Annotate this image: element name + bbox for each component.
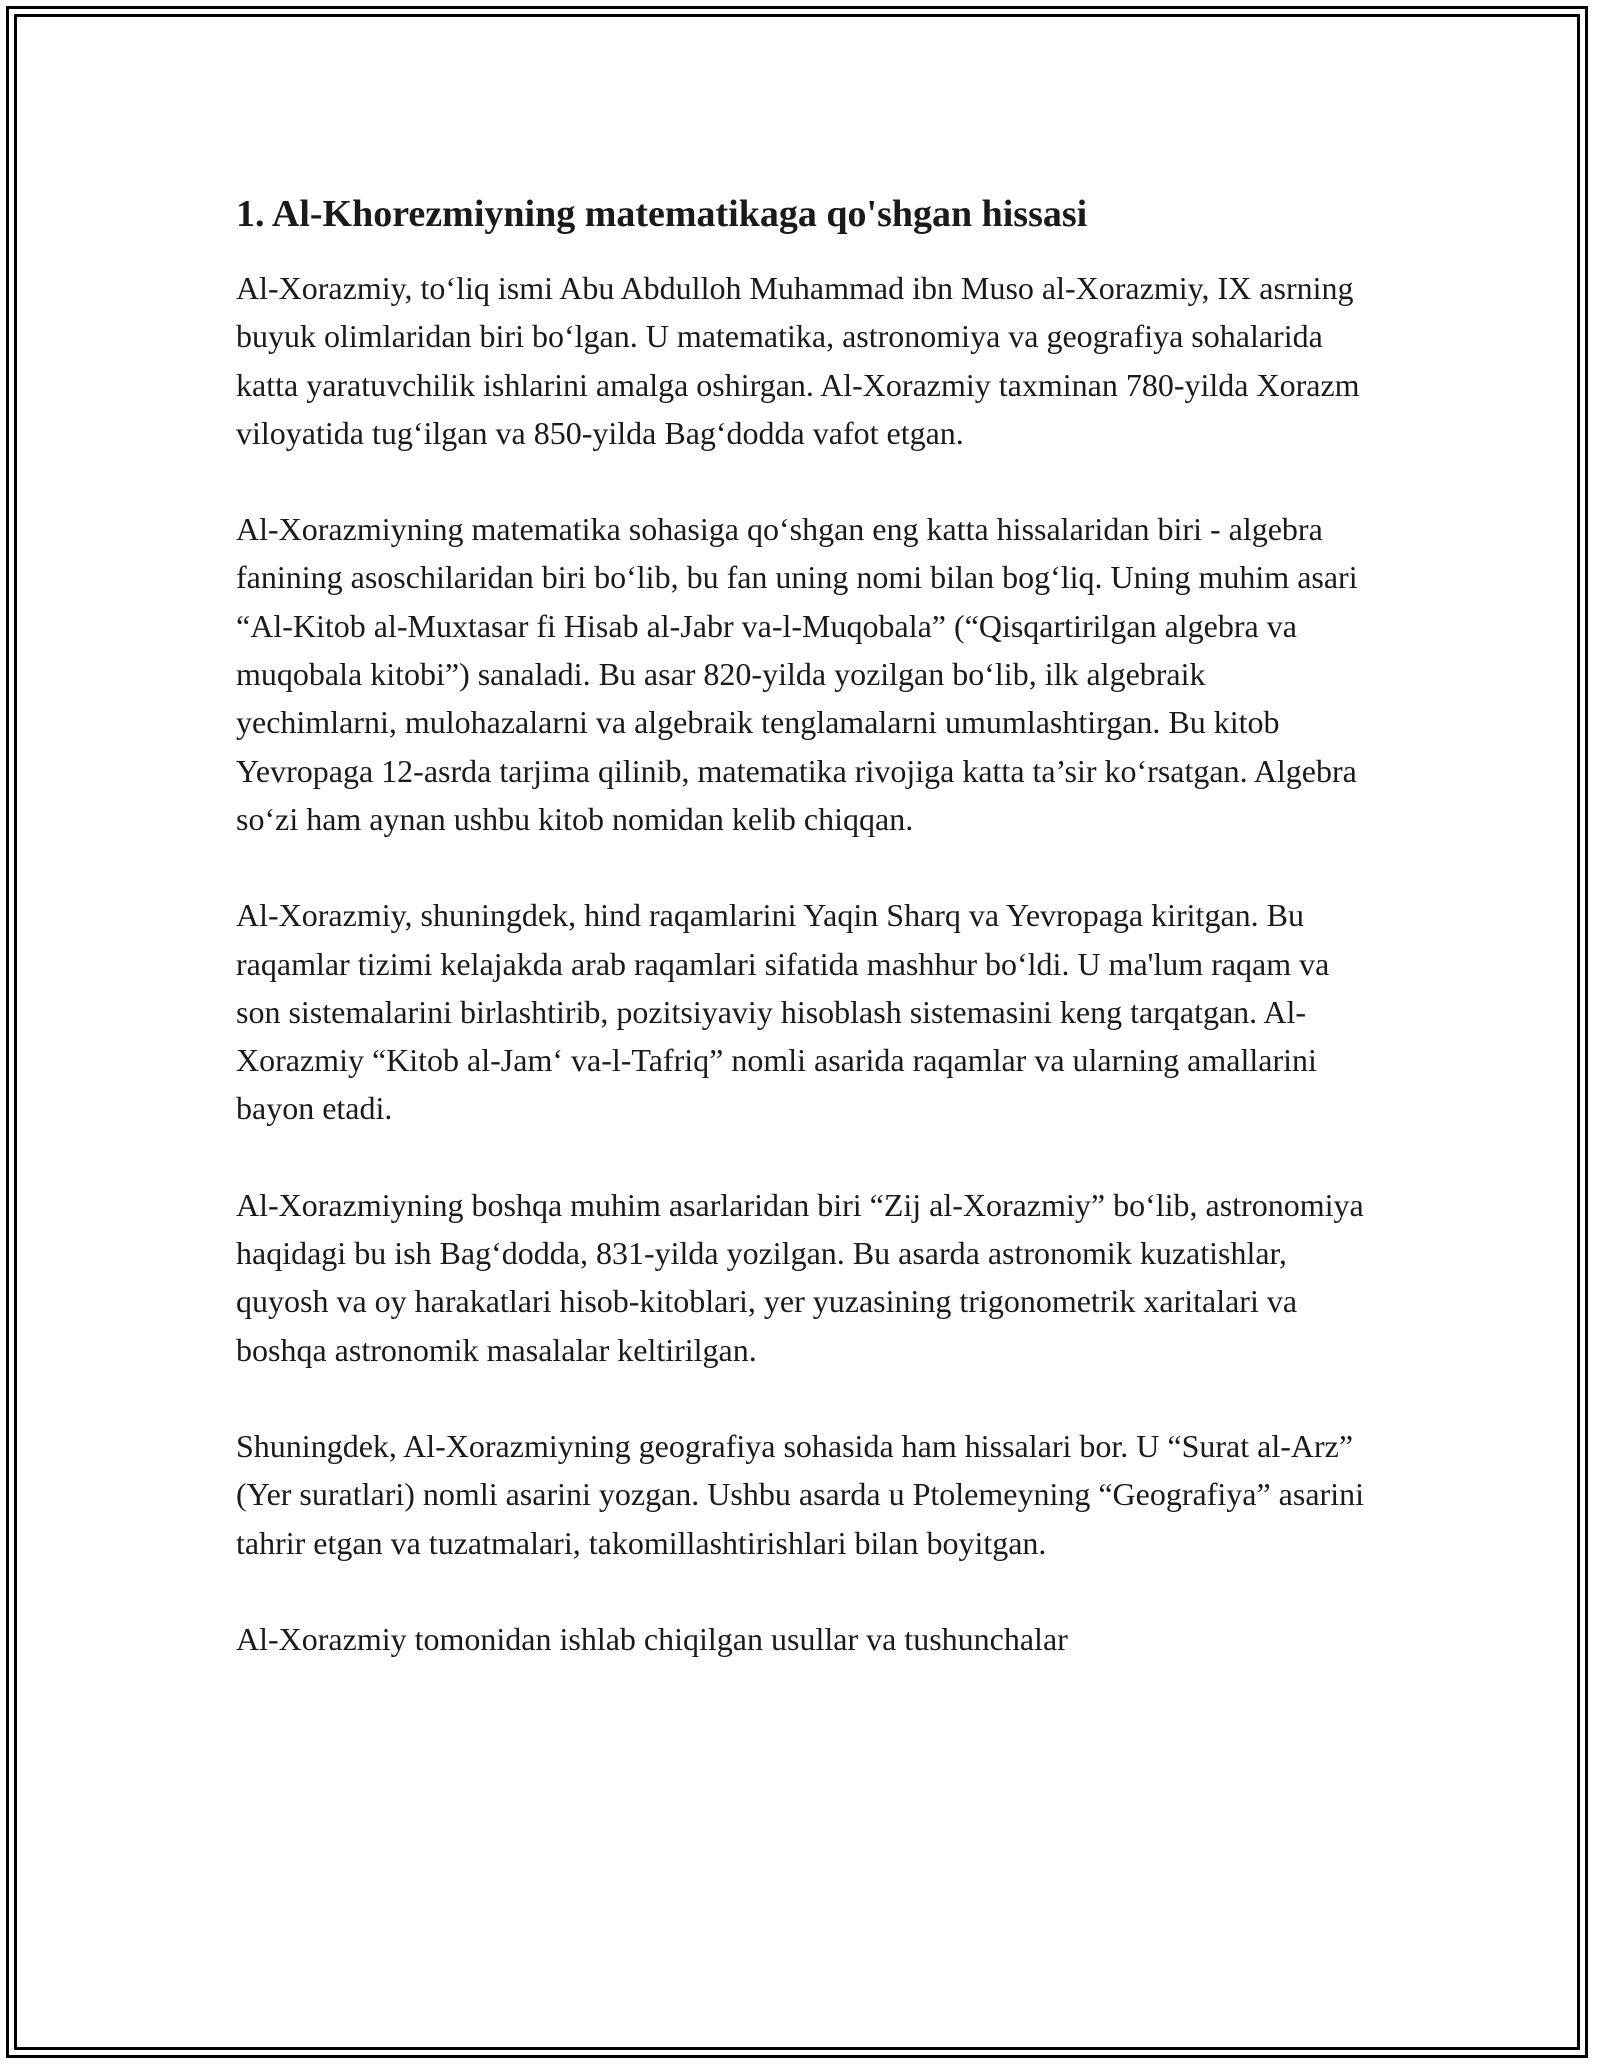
paragraph-numerals: Al-Xorazmiy, shuningdek, hind raqamlarini Yaqin Sharq va Yevropaga kiritgan. Bu raqamlar tizimi kelajakda arab raqamlari sifatida mashhur bo‘ldi. U ma'lum raqam va son sistemalarini birlashtirib, pozitsiyaviy hisoblash sistemasini keng tarqatgan. Al-Xorazmiy “Kitob al-Jam‘ va-l-Tafriq” nomli asarida raqamlar va ularning amallarini bayon etadi. — [236, 897, 1330, 1127]
paragraph-methods: Al-Xorazmiy tomonidan ishlab chiqilgan usullar va tushunchalar — [236, 1620, 1068, 1657]
section-heading: 1. Al-Khorezmiyning matematikaga qo'shgan hissasi — [236, 193, 1088, 235]
paragraph-biography: Al-Xorazmiy, to‘liq ismi Abu Abdulloh Muhammad ibn Muso al-Xorazmiy, IX asrning buyuk olimlaridan biri bo‘lgan. U matematika, astronomiya va geografiya sohalarida katta yaratuvchilik ishlarini amalga oshirgan. Al-Xorazmiy taxminan 780-yilda Xorazm viloyatida tug‘ilgan va 850-yilda Bag‘dodda vafot etgan. — [236, 270, 1360, 451]
paragraph-algebra: Al-Xorazmiyning matematika sohasiga qo‘shgan eng katta hissalaridan biri - algebra fanining asoschilaridan biri bo‘lib, bu fan uning nomi bilan bog‘liq. Uning muhim asari “Al-Kitob al-Muxtasar fi Hisab al-Jabr va-l-Muqobala” (“Qisqartirilgan algebra va muqobala kitobi”) sanaladi. Bu asar 820-yilda yozilgan bo‘lib, ilk algebraik yechimlarni, mulohazalarni va algebraik tenglamalarni umumlashtirgan. Bu kitob Yevropaga 12-asrda tarjima qilinib, matematika rivojiga katta ta’sir ko‘rsatgan. Algebra so‘zi ham aynan ushbu kitob nomidan kelib chiqqan. — [236, 511, 1358, 837]
paragraph-geography: Shuningdek, Al-Xorazmiyning geografiya sohasida ham hissalari bor. U “Surat al-Arz” (Yer suratlari) nomli asarini yozgan. Ushbu asarda u Ptolemeyning “Geografiya” asarini tahrir etgan va tuzatmalari, takomillashtirishlari bilan boyitgan. — [236, 1427, 1364, 1561]
paragraph-astronomy: Al-Xorazmiyning boshqa muhim asarlaridan biri “Zij al-Xorazmiy” bo‘lib, astronomiya haqidagi bu ish Bag‘dodda, 831-yilda yozilgan. Bu asarda astronomik kuzatishlar, quyosh va oy harakatlari hisob-kitoblari, yer yuzasining trigonometrik xaritalari va boshqa astronomik masalalar keltirilgan. — [236, 1186, 1364, 1368]
document-body — [236, 186, 1366, 1711]
